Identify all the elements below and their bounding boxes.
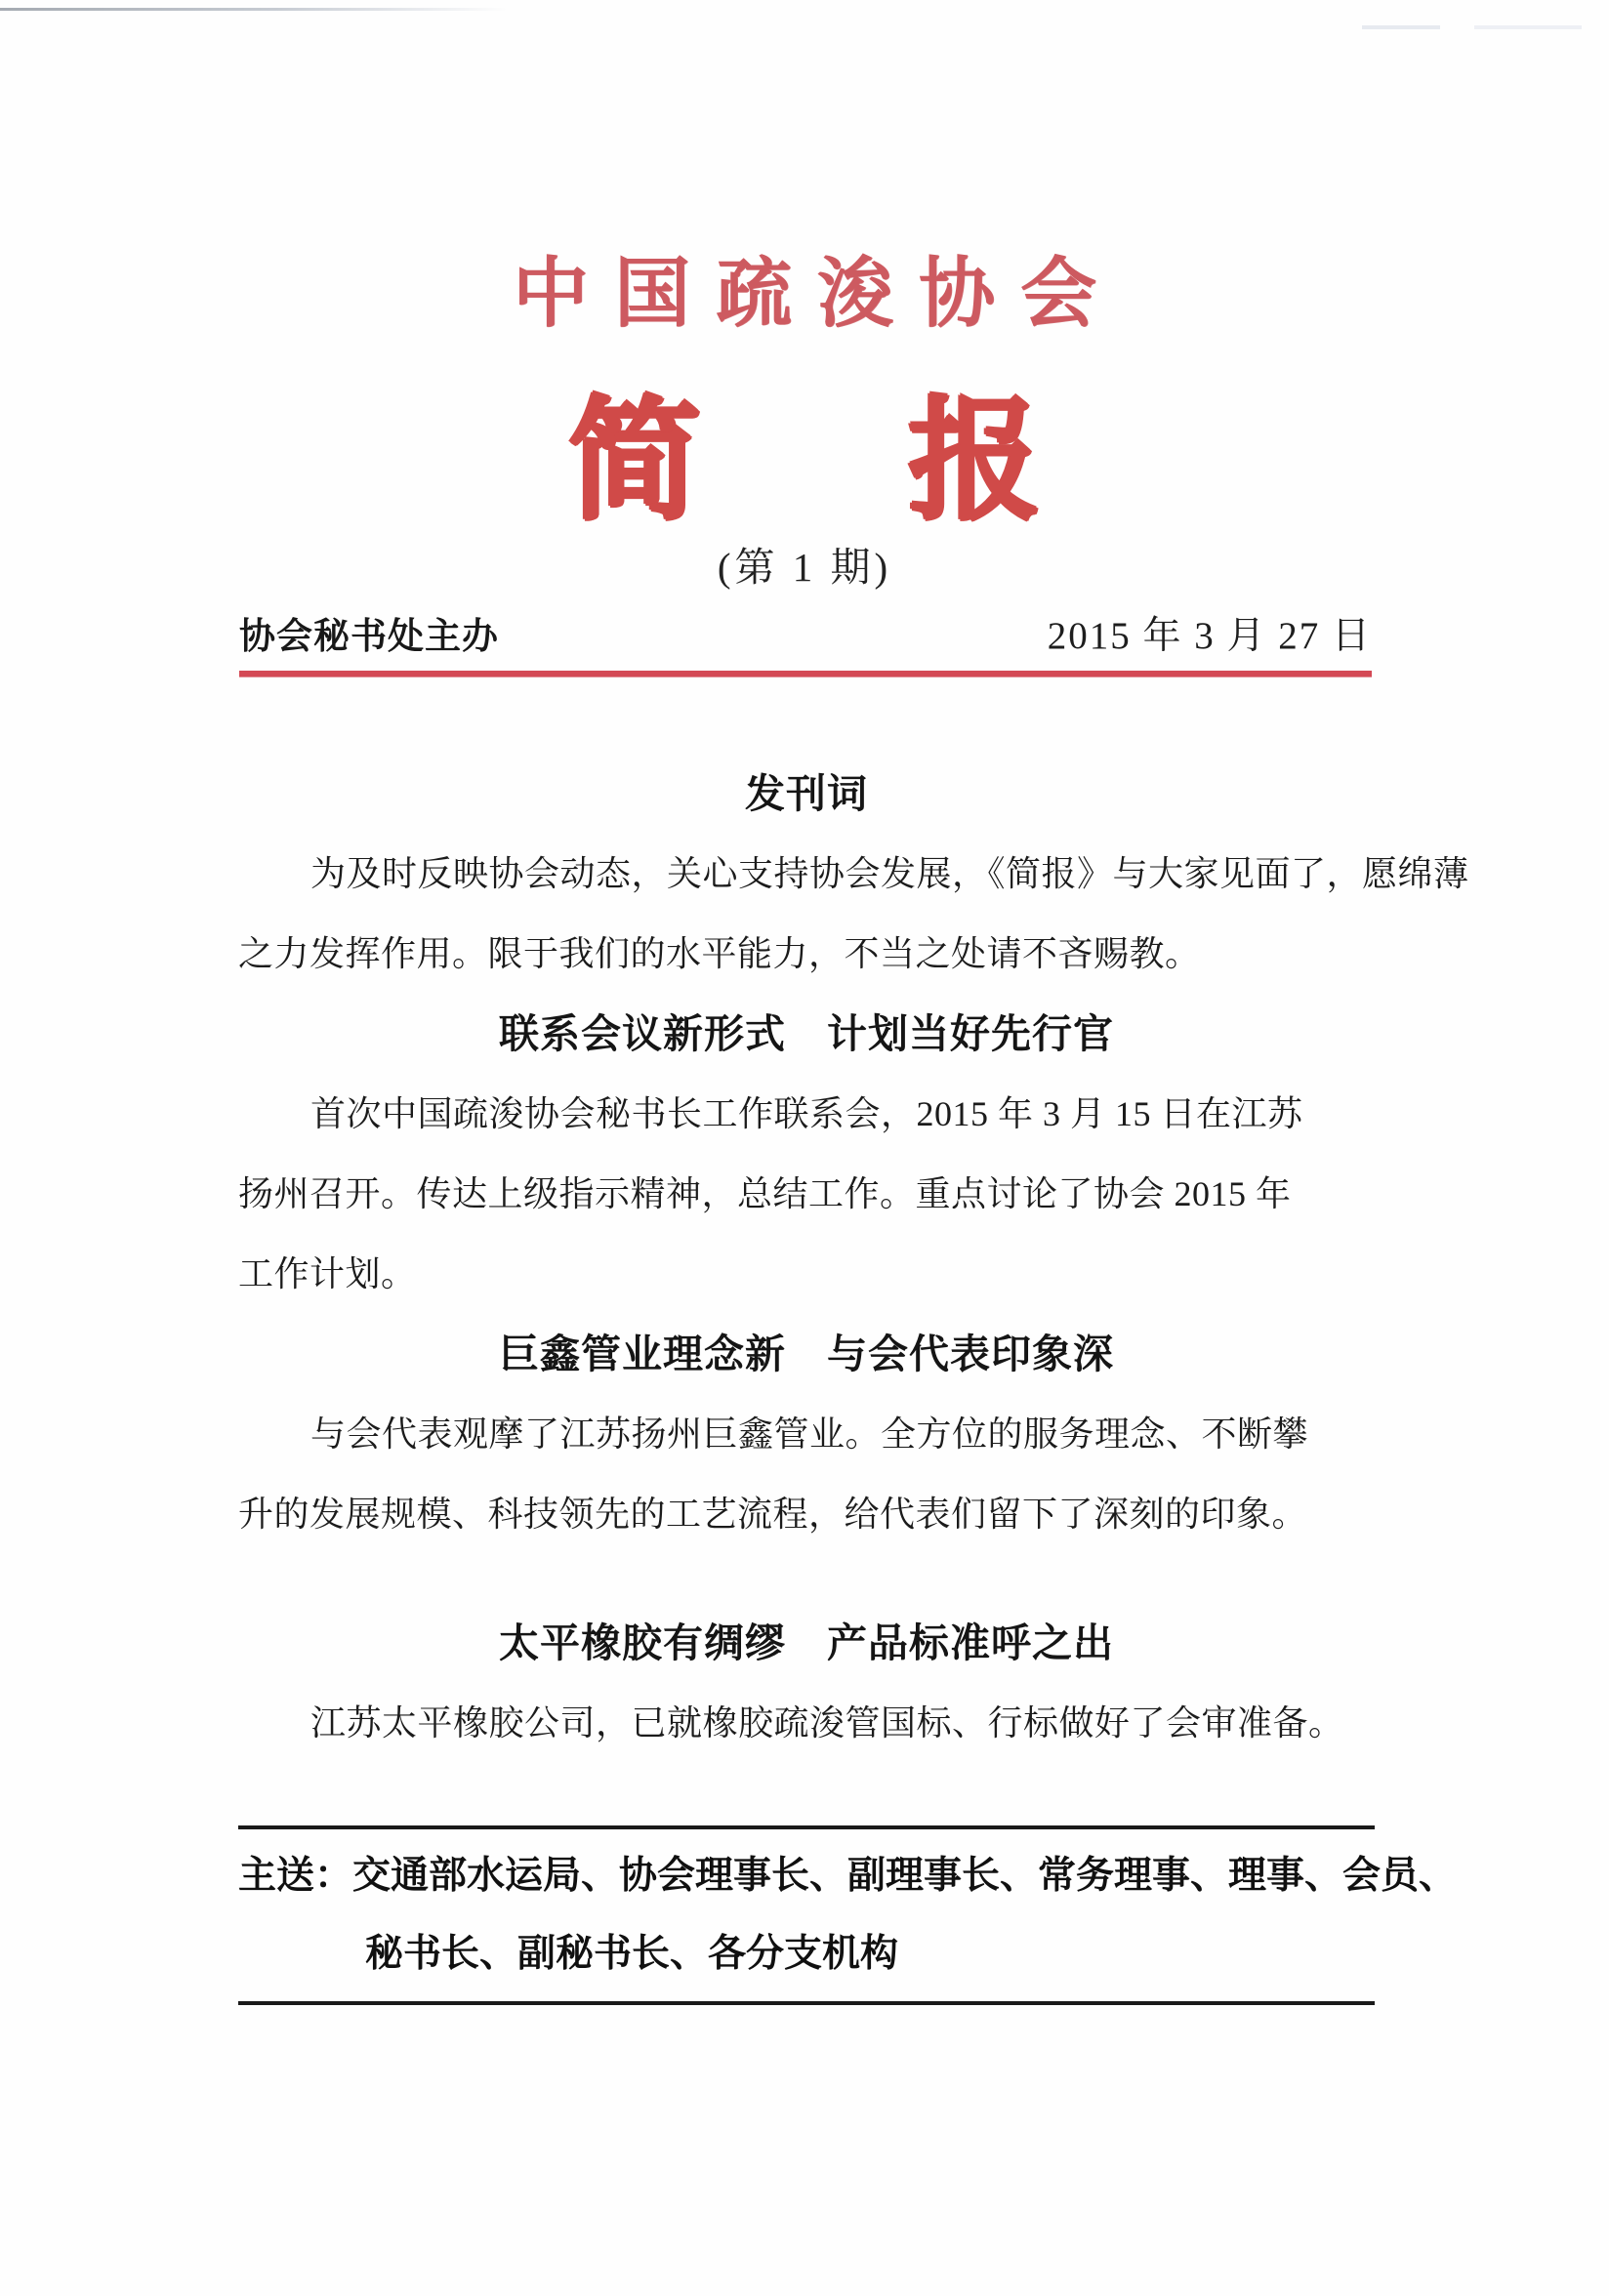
section-line: 扬州召开。传达上级指示精神，总结工作。重点讨论了协会 2015 年	[238, 1174, 1292, 1213]
distribution-line: 主送：交通部水运局、协会理事长、副理事长、常务理事、理事、会员、	[238, 1855, 1458, 1897]
foreword-heading: 发刊词	[745, 771, 868, 816]
byline-row	[239, 605, 1372, 660]
masthead-red-rule	[239, 671, 1372, 676]
foreword-line: 为及时反映协会动态，关心支持协会发展，《简报》与大家见面了，愿绵薄	[310, 854, 1469, 893]
section-line: 升的发展规模、科技领先的工艺流程，给代表们留下了深刻的印象。	[238, 1495, 1308, 1534]
section-line: 江苏太平橡胶公司，已就橡胶疏浚管国标、行标做好了会审准备。	[310, 1703, 1344, 1742]
distribution-line: 秘书长、副秘书长、各分支机构	[365, 1933, 899, 1975]
publication-date: 2015 年 3 月 27 日	[1047, 615, 1372, 657]
document-body	[238, 754, 1469, 1763]
scan-artifact-speck	[1362, 25, 1440, 29]
publisher-label: 协会秘书处主办	[239, 616, 499, 656]
section-line: 首次中国疏浚协会秘书长工作联系会，2015 年 3 月 15 日在江苏	[310, 1094, 1303, 1133]
organization-title: 中国疏浚协会	[512, 251, 1122, 336]
section-line: 与会代表观摩了江苏扬州巨鑫管业。全方位的服务理念、不断攀	[310, 1414, 1309, 1454]
section-heading-juxin: 巨鑫管业理念新 与会代表印象深	[499, 1332, 1114, 1376]
section-heading-meeting: 联系会议新形式 计划当好先行官	[499, 1011, 1114, 1056]
section-line: 工作计划。	[238, 1254, 417, 1293]
distribution-list-box	[238, 1825, 1458, 2005]
bulletin-title: 简报	[568, 390, 1248, 536]
issue-number: (第 1 期)	[717, 545, 892, 590]
foreword-line: 之力发挥作用。限于我们的水平能力，不当之处请不吝赐教。	[238, 934, 1201, 973]
scan-artifact-speck	[1474, 25, 1582, 29]
section-heading-taiping: 太平橡胶有绸缪 产品标准呼之出	[499, 1620, 1114, 1665]
scan-artifact-line	[0, 8, 508, 11]
